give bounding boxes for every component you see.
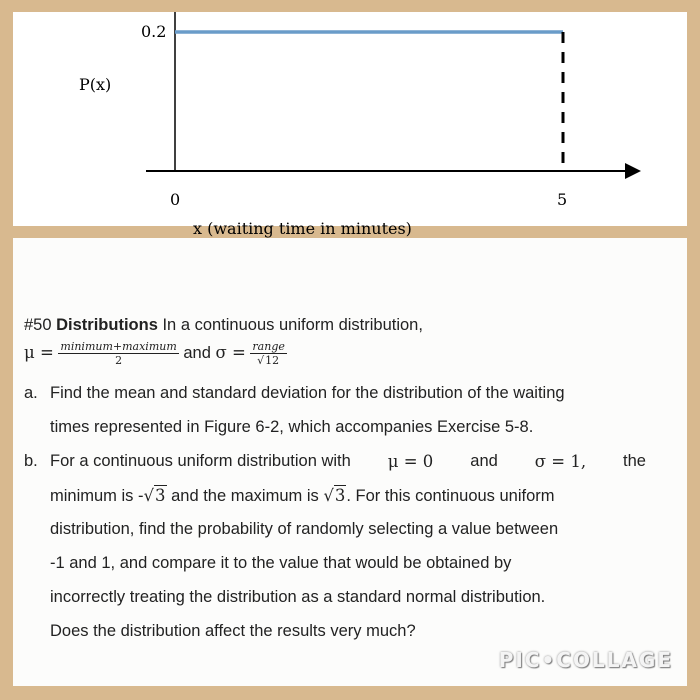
sqrt3-negative: √3: [143, 486, 166, 505]
part-b-label: b.: [24, 452, 38, 470]
x-axis-arrow: [625, 163, 641, 179]
part-b-line5: incorrectly treating the distribution as a standard normal distribution.: [50, 588, 546, 606]
part-b-line6: Does the distribution affect the results very much?: [50, 622, 416, 640]
problem-title: Distributions: [56, 316, 158, 334]
problem-heading: [24, 316, 423, 335]
sigma-numerator: range: [252, 340, 285, 353]
part-b-line2-c: . For this continuous uniform: [346, 487, 555, 505]
problem-intro: In a continuous uniform distribution,: [162, 316, 423, 334]
mu-fraction: [58, 340, 178, 367]
part-b-line2: [50, 486, 555, 506]
sigma-symbol: σ =: [215, 342, 246, 362]
part-b-line1-text: For a continuous uniform distribution with: [50, 452, 351, 470]
sqrt3-positive: √3: [323, 486, 346, 505]
x-tick-end: 5: [557, 190, 568, 209]
mu-numerator: minimum+maximum: [60, 340, 177, 353]
part-b-and: and: [470, 452, 498, 470]
y-tick-label: 0.2: [141, 22, 167, 41]
part-b-line4: -1 and 1, and compare it to the value that would be obtained by: [50, 554, 512, 572]
sigma-denominator: 12: [265, 354, 280, 367]
pic-collage-watermark: PIC•COLLAGE: [498, 648, 673, 672]
part-b-mu: μ = 0: [387, 452, 434, 471]
part-b-sigma: σ = 1,: [534, 452, 587, 471]
uniform-distribution-graph: [13, 12, 687, 238]
mu-denominator: 2: [115, 354, 123, 367]
sigma-denominator-wrap: √12: [257, 354, 280, 367]
and-text: and: [183, 343, 211, 362]
part-b-the: the: [623, 452, 646, 470]
sqrt3-negative-radicand: 3: [155, 486, 166, 505]
graph-panel: [13, 12, 687, 238]
formula-line: [24, 340, 287, 367]
part-a-line1: Find the mean and standard deviation for the distribution of the waiting: [50, 384, 565, 402]
part-b-line2-a: minimum is -: [50, 487, 144, 505]
x-tick-start: 0: [170, 190, 181, 209]
part-b-line1: [50, 452, 646, 471]
sigma-fraction: [250, 340, 286, 367]
part-a-label: a.: [24, 384, 38, 402]
part-a-line2: times represented in Figure 6-2, which accompanies Exercise 5-8.: [50, 418, 534, 436]
problem-panel: [13, 238, 687, 686]
mu-symbol: μ =: [24, 342, 54, 362]
part-b-line3: distribution, find the probability of randomly selecting a value between: [50, 520, 559, 538]
y-axis-label: P(x): [79, 75, 112, 94]
part-b-line2-b: and the maximum is: [166, 487, 324, 505]
sqrt3-positive-radicand: 3: [334, 486, 346, 505]
x-axis-label: x (waiting time in minutes): [193, 219, 412, 238]
problem-text: [13, 238, 687, 686]
problem-number: #50: [24, 316, 52, 334]
